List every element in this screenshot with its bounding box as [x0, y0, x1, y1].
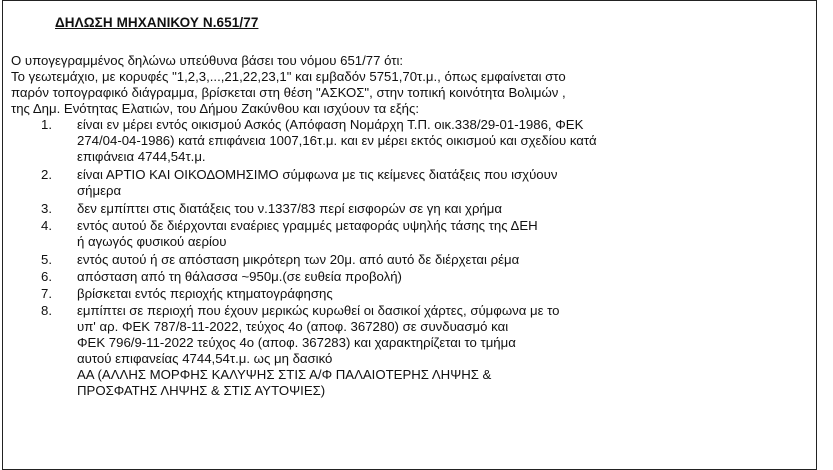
intro-line: Ο υπογεγραμμένος δηλώνω υπεύθυνα βάσει του νόμου 651/77 ότι:	[11, 53, 404, 68]
list-item-text: εντός αυτού δε διέρχονται εναέριες γραμμές μεταφοράς υψηλής τάσης της ΔΕΗ	[77, 218, 538, 233]
list-item-text: δεν εμπίπτει στις διατάξεις του ν.1337/83 περί εισφορών σε γη και χρήμα	[77, 201, 503, 216]
document-frame	[2, 0, 817, 470]
list-item-text: είναι εν μέρει εντός οικισμού Ασκός (Απόφαση Νομάρχη Τ.Π. οικ.338/29-01-1986, ΦΕΚ	[77, 117, 584, 132]
list-item-text: είναι ΑΡΤΙΟ ΚΑΙ ΟΙΚΟΔΟΜΗΣΙΜΟ σύμφωνα με τις κείμενες διατάξεις που ισχύουν	[77, 167, 558, 182]
list-item-text: ή αγωγός φυσικού αερίου	[77, 234, 227, 249]
document-title: ΔΗΛΩΣΗ ΜΗΧΑΝΙΚΟΥ Ν.651/77	[55, 15, 259, 30]
list-item-text: απόσταση από τη θάλασσα ~950μ.(σε ευθεία προβολή)	[77, 269, 402, 284]
list-item-text: εμπίπτει σε περιοχή που έχουν μερικώς κυρωθεί οι δασικοί χάρτες, σύμφωνα με το	[77, 303, 560, 318]
intro-line: παρόν τοπογραφικό διάγραμμα, βρίσκεται στη θέση "ΑΣΚΟΣ", στην τοπική κοινότητα Βολιμών ,	[11, 85, 566, 100]
list-item-text: επιφάνεια 4744,54τ.μ.	[77, 149, 206, 164]
list-item-number: 5.	[41, 252, 52, 267]
list-item-text: ΠΡΟΣΦΑΤΗΣ ΛΗΨΗΣ & ΣΤΙΣ ΑΥΤΟΨΙΕΣ)	[77, 383, 326, 398]
intro-line: της Δημ. Ενότητας Ελατιών, του Δήμου Ζακύνθου και ισχύουν τα εξής:	[11, 101, 420, 116]
list-item-number: 8.	[41, 303, 52, 318]
list-item-number: 7.	[41, 286, 52, 301]
intro-line: Το γεωτεμάχιο, με κορυφές "1,2,3,...,21,22,23,1" και εμβαδόν 5751,70τ.μ., όπως εμφαίνεται στο	[11, 69, 566, 84]
list-item-text: 274/04-04-1986) κατά επιφάνεια 1007,16τ.μ. και εν μέρει εκτός οικισμού και σχεδίου κατά	[77, 133, 597, 148]
list-item-text: αυτού επιφανείας 4744,54τ.μ. ως μη δασικό	[77, 351, 333, 366]
list-item-text: εντός αυτού ή σε απόσταση μικρότερη των 20μ. από αυτό δε διέρχεται ρέμα	[77, 252, 520, 267]
list-item-number: 4.	[41, 218, 52, 233]
list-item-text: βρίσκεται εντός περιοχής κτηματογράφησης	[77, 286, 333, 301]
list-item-number: 3.	[41, 201, 52, 216]
list-item-text: ΦΕΚ 796/9-11-2022 τεύχος 4ο (αποφ. 367283) και χαρακτηρίζεται το τμήμα	[77, 335, 516, 350]
list-item-number: 1.	[41, 117, 52, 132]
list-item-text: σήμερα	[77, 183, 122, 198]
list-item-text: ΑΑ (ΑΛΛΗΣ ΜΟΡΦΗΣ ΚΑΛΥΨΗΣ ΣΤΙΣ Α/Φ ΠΑΛΑΙΟΤΕΡΗΣ ΛΗΨΗΣ &	[77, 367, 492, 382]
list-item-number: 2.	[41, 167, 52, 182]
list-item-number: 6.	[41, 269, 52, 284]
list-item-text: υπ' αρ. ΦΕΚ 787/8-11-2022, τεύχος 4ο (αποφ. 367280) σε συνδυασμό και	[77, 319, 509, 334]
